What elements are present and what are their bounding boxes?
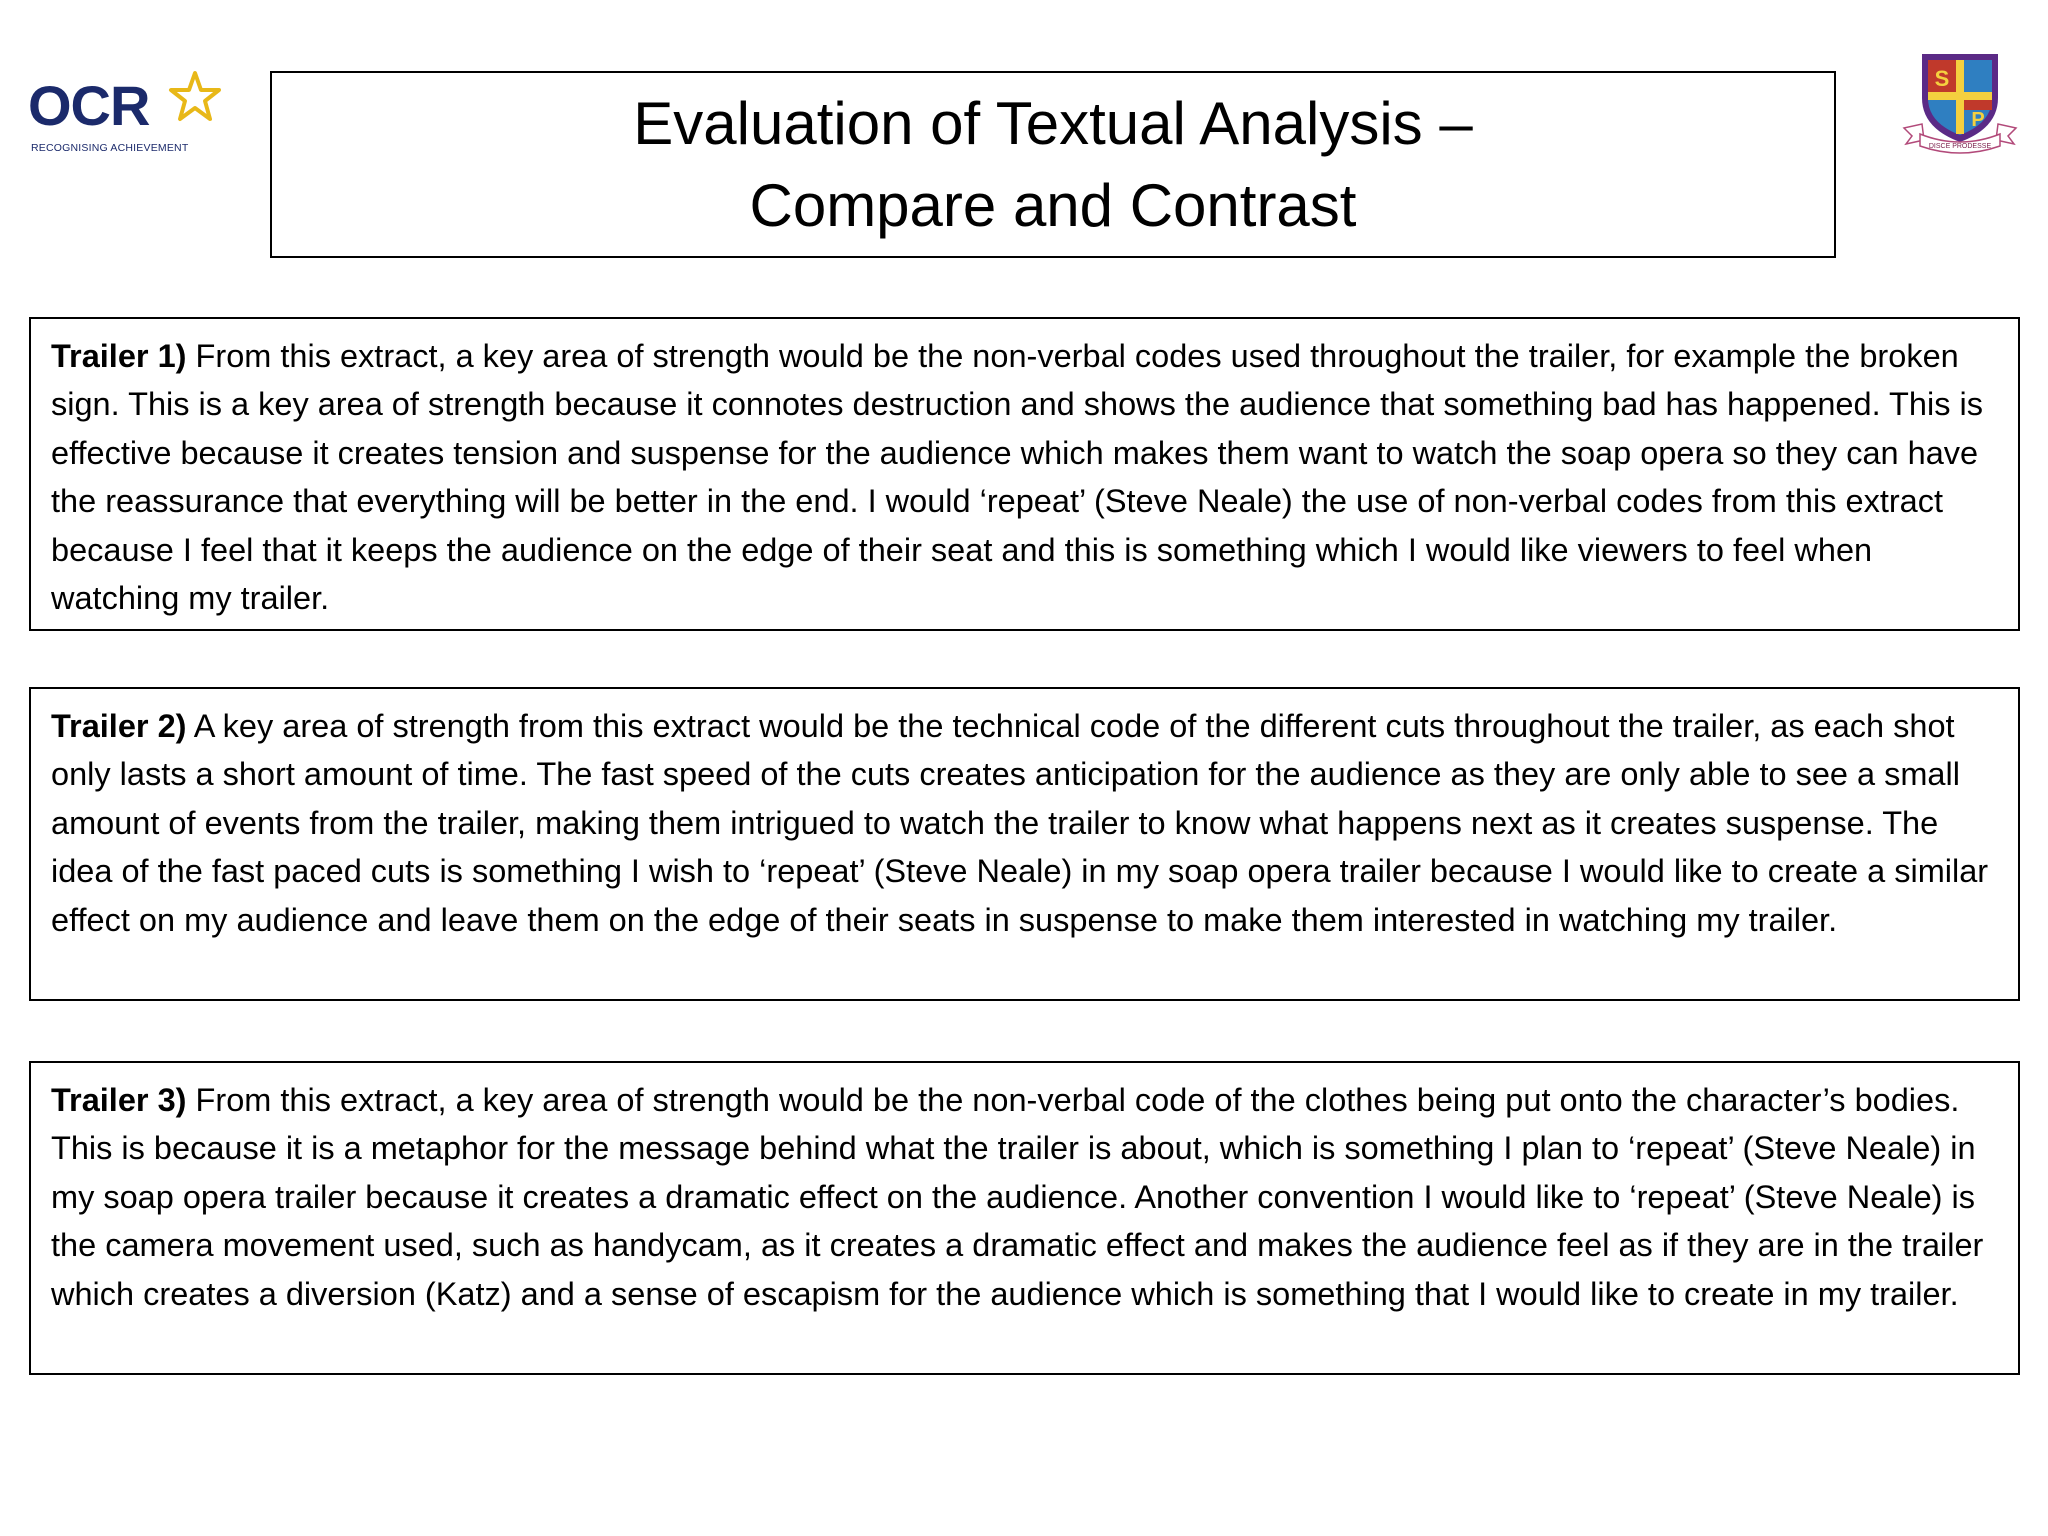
trailer-1-box	[29, 317, 2020, 631]
school-crest-icon	[1900, 50, 2020, 154]
trailer-3-text: From this extract, a key area of strength would be the non-verbal code of the clothes being put onto the character’s bodies. This is because it is a metaphor for the message behind what the trailer is about, which is something I plan to ‘repeat’ (Steve Neale) in my soap opera trailer because it creates a dramatic effect on the audience. Another convention I would like to ‘repeat’ (Steve Neale) is the camera movement used, such as handycam, as it creates a dramatic effect and makes the audience feel as if they are in the trailer which creates a diversion (Katz) and a sense of escapism for the audience which is something that I would like to create in my trailer.	[51, 1082, 1984, 1312]
crest-letter-s: S	[1934, 66, 1950, 91]
trailer-1-label: Trailer 1)	[51, 338, 187, 374]
page-title-line-1: Evaluation of Textual Analysis –	[633, 89, 1473, 157]
ocr-logo-wordmark: OCR	[28, 74, 150, 137]
title-box	[270, 71, 1836, 258]
crest-letter-p: P	[1971, 109, 1985, 131]
trailer-3-box	[29, 1061, 2020, 1375]
trailer-2-box	[29, 687, 2020, 1001]
trailer-2-label: Trailer 2)	[51, 708, 187, 744]
trailer-2-paragraph	[51, 702, 1998, 944]
crest-motto: DISCE PRODESSE	[1928, 143, 1992, 150]
trailer-1-paragraph	[51, 332, 1998, 622]
trailer-2-text: A key area of strength from this extract would be the technical code of the different cuts throughout the trailer, as each shot only lasts a short amount of time. The fast speed of the cuts creates anticipation for the audience as they are only able to see a small amount of events from the trailer, making them intrigued to watch the trailer to know what happens next as it creates suspense. The idea of the fast paced cuts is something I wish to ‘repeat’ (Steve Neale) in my soap opera trailer because I would like to create a similar effect on my audience and leave them on the edge of their seats in suspense to make them interested in watching my trailer.	[51, 708, 1989, 938]
trailer-3-paragraph	[51, 1076, 1998, 1318]
ocr-logo	[28, 70, 218, 160]
ocr-logo-tagline: RECOGNISING ACHIEVEMENT	[31, 142, 189, 154]
trailer-3-label: Trailer 3)	[51, 1082, 187, 1118]
page-title-line-2: Compare and Contrast	[749, 171, 1357, 239]
trailer-1-text: From this extract, a key area of strength would be the non-verbal codes used throughout the trailer, for example the broken sign. This is a key area of strength because it connotes destruction and shows the audience that something bad has happened. This is effective because it creates tension and suspense for the audience which makes them want to watch the soap opera so they can have the reassurance that everything will be better in the end. I would ‘repeat’ (Steve Neale) the use of non-verbal codes from this extract because I feel that it keeps the audience on the edge of their seat and this is something which I would like viewers to feel when watching my trailer.	[51, 338, 1983, 617]
star-icon	[168, 70, 222, 124]
